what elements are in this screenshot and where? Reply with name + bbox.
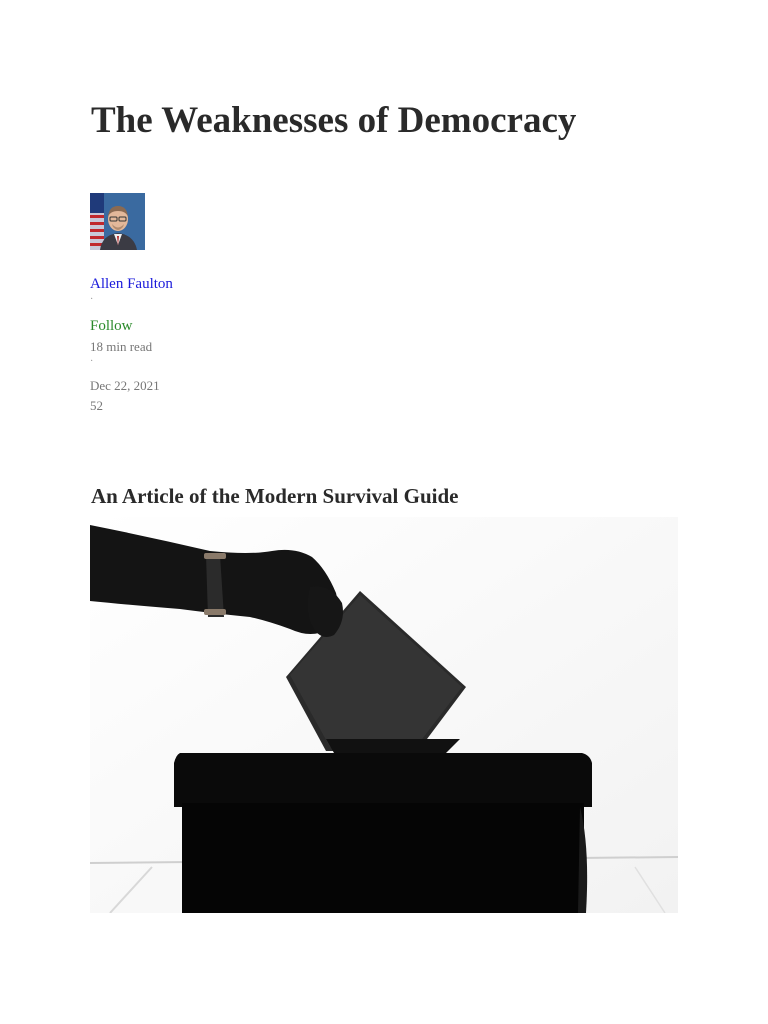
clap-count[interactable]: 52 [90, 398, 103, 413]
hero-image [90, 517, 678, 913]
meta-separator: · [90, 294, 94, 305]
publish-date: Dec 22, 2021 [90, 378, 160, 393]
author-name-link[interactable]: Allen Faulton [90, 276, 173, 292]
article-title: The Weaknesses of Democracy [91, 100, 577, 141]
author-portrait-image [90, 193, 145, 250]
author-avatar[interactable] [90, 193, 145, 250]
follow-button[interactable]: Follow [90, 318, 133, 334]
ballot-box-silhouette-image [90, 517, 678, 913]
read-time: 18 min read [90, 339, 153, 354]
meta-separator: · [90, 356, 94, 367]
article-subtitle: An Article of the Modern Survival Guide [91, 484, 459, 508]
